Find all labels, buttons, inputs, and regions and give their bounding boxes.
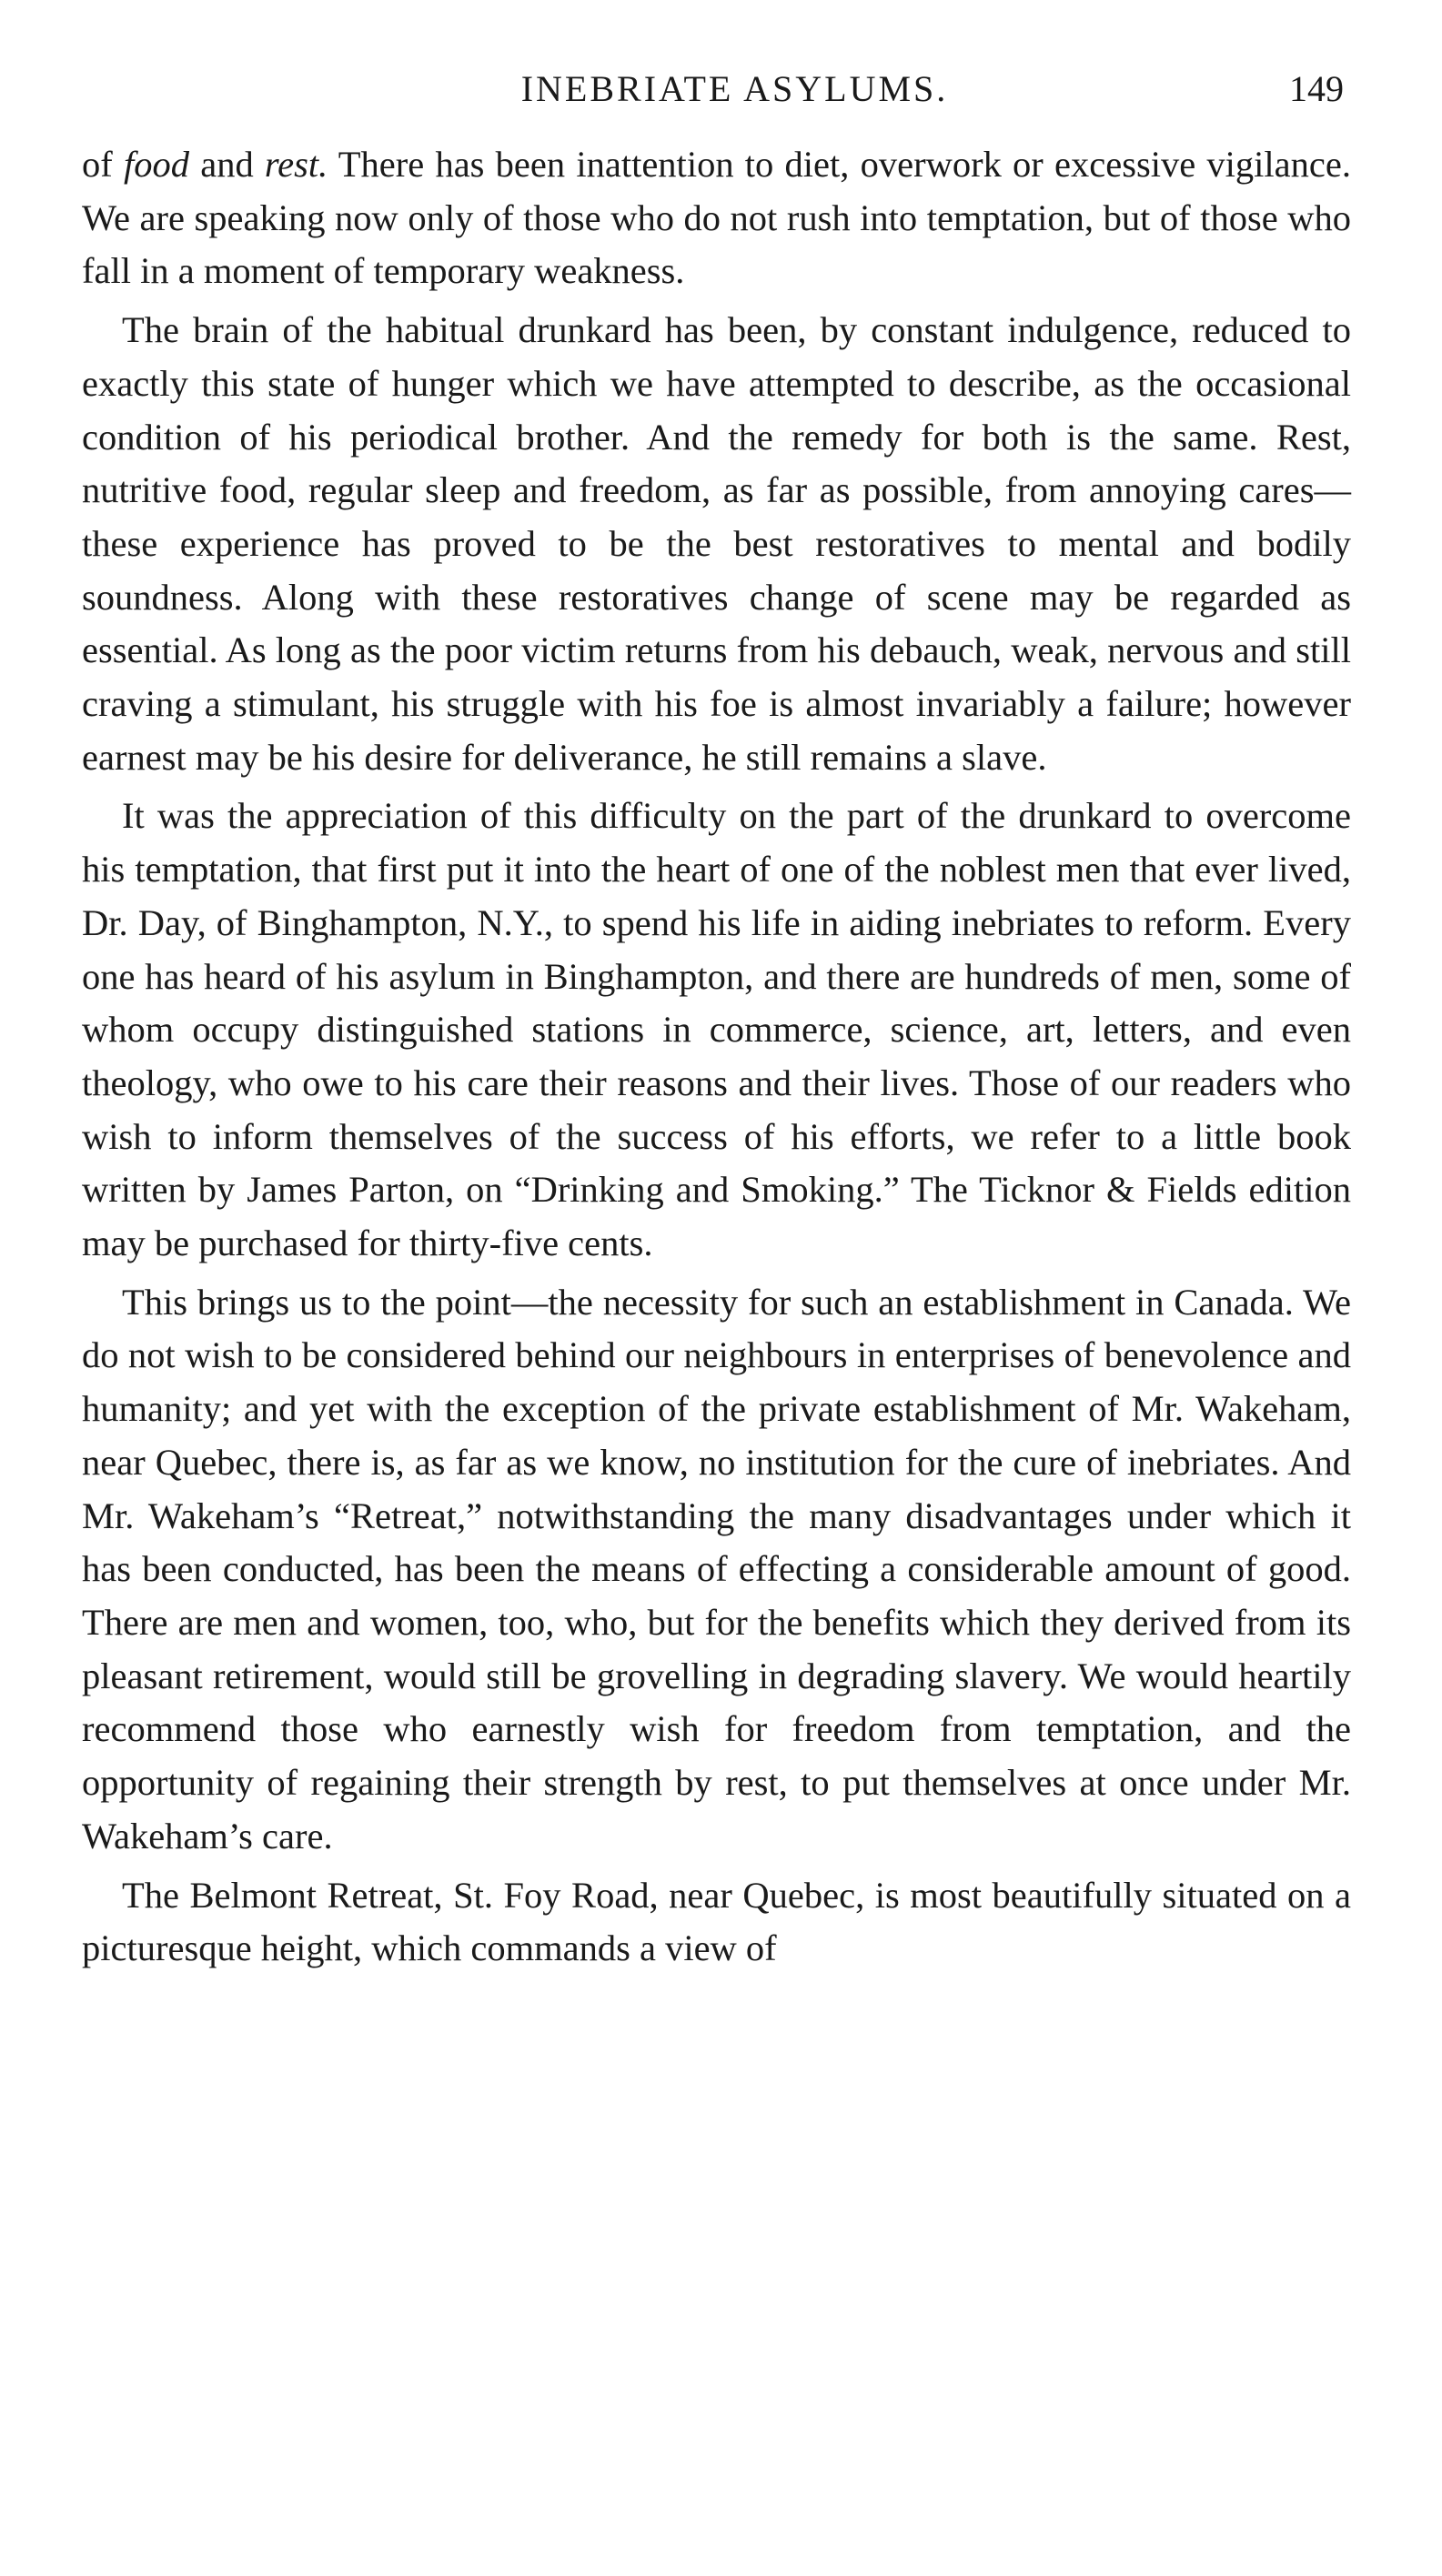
paragraph-1-mid: and bbox=[188, 144, 265, 185]
paragraph-4: This brings us to the point—the necessity for such an establishment in Canada. We do not wish to be considered behind our neighbours in enterprises of benevolence and humanity; and yet with the exception of the private establishment of Mr. Wakeham, near Quebec, there is, as far as we know, no institution for the cure of inebriates. And Mr. Wakeham’s “Retreat,” notwithstanding the many disadvantages under which it has been conducted, has been the means of effecting a considerable amount of good. There are men and women, too, who, but for the benefits which they derived from its pleasant retirement, would still be grovelling in degrading slavery. We would heartily recommend those who earnestly wish for freedom from temptation, and the opportunity of regaining their strength by rest, to put themselves at once under Mr. Wakeham’s care. bbox=[82, 1281, 1351, 1857]
body-text bbox=[82, 138, 1351, 1976]
page-number: 149 bbox=[1289, 68, 1344, 109]
paragraph-2: The brain of the habitual drunkard has been, by constant indulgence, reduced to exactly this state of hunger which we have attempted to describe, as the occasional condition of his periodical brother. And the remedy for both is the same. Rest, nutritive food, regular sleep and freedom, as far as possible, from annoying cares—these experience has proved to be the best restoratives to mental and bodily soundness. Along with these restoratives change of scene may be regarded as essential. As long as the poor victim returns from his debauch, weak, nervous and still craving a stimulant, his struggle with his foe is almost invariably a failure; however earnest may be his desire for deliverance, he still remains a slave. bbox=[82, 309, 1351, 778]
paragraph-1-italic-food: food bbox=[123, 144, 189, 185]
paragraph-1 bbox=[82, 138, 1351, 298]
running-title: INEBRIATE ASYLUMS. bbox=[520, 68, 949, 109]
paragraph-1-text: There has been inattention to diet, overwork or excessive vigilance. We are speaking now only of those who do not rush into temptation, but of those who fall in a moment of temporary weakness. bbox=[82, 144, 1351, 292]
running-header bbox=[82, 51, 1351, 138]
paragraph-1-prefix: of bbox=[82, 144, 124, 185]
paragraph-5: The Belmont Retreat, St. Foy Road, near Quebec, is most beautifully situated on a picturesque height, which commands a view of bbox=[82, 1874, 1351, 1969]
paragraph-1-italic-rest: rest. bbox=[264, 144, 328, 185]
paragraph-3: It was the appreciation of this difficulty on the part of the drunkard to overcome his temptation, that first put it into the heart of one of the noblest men that ever lived, Dr. Day, of Binghampton, N.Y., to spend his life in aiding inebriates to reform. Every one has heard of his asylum in Binghampton, and there are hundreds of men, some of whom occupy distinguished stations in commerce, science, art, letters, and even theology, who owe to his care their reasons and their lives. Those of our readers who wish to inform themselves of the success of his efforts, we refer to a little book written by James Parton, on “Drinking and Smoking.” The Ticknor & Fields edition may be purchased for thirty-five cents. bbox=[82, 795, 1351, 1264]
